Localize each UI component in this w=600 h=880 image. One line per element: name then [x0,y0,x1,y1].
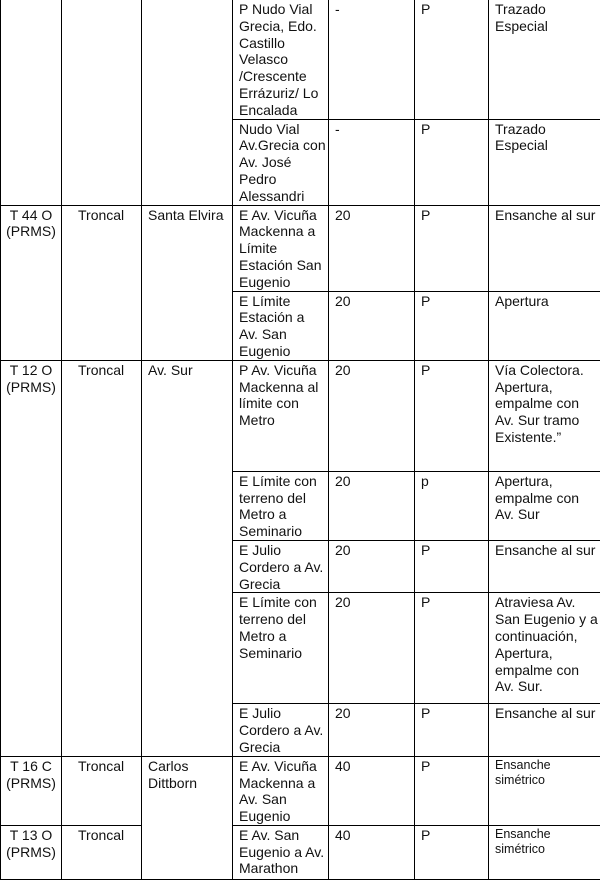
status-cell: p [415,471,489,540]
status-cell: P [415,756,489,825]
section-cell: E Av. Vicuña Mackenna a Límite Estación San Eugenio [233,205,329,291]
section-cell: E Av. San Eugenio a Av. Marathon [233,825,329,879]
section-cell: P Nudo Vial Grecia, Edo. Castillo Velasco /Crescente Errázuriz/ Lo Encalada [233,0,329,119]
width-cell: - [329,0,415,119]
observation-cell: Ensanche al sur [489,540,600,592]
width-cell: 40 [329,825,415,879]
status-cell: P [415,825,489,879]
table-row [1,825,600,879]
status-cell: P [415,360,489,471]
status-cell: P [415,540,489,592]
width-cell: 20 [329,593,415,704]
name-cell: Av. Sur [142,360,233,756]
category-cell: Troncal [62,205,142,360]
width-cell: 20 [329,205,415,291]
category-cell [62,0,142,205]
observation-cell: Apertura [489,291,600,360]
width-cell: - [329,119,415,205]
table-row [1,205,600,291]
width-cell: 40 [329,756,415,825]
code-cell: T 16 C (PRMS) [1,756,62,825]
observation-cell: Apertura, empalme con Av. Sur [489,471,600,540]
code-cell [1,0,62,205]
section-cell: E Límite Estación a Av. San Eugenio [233,291,329,360]
table-row [1,0,600,119]
category-cell: Troncal [62,756,142,825]
width-cell: 20 [329,540,415,592]
status-cell: P [415,593,489,704]
observation-cell: Atraviesa Av. San Eugenio y a continuación, Apertura, empalme con Av. Sur. [489,593,600,704]
width-cell: 20 [329,360,415,471]
section-cell: E Julio Cordero a Av. Grecia [233,540,329,592]
section-cell: E Límite con terreno del Metro a Seminario [233,593,329,704]
observation-cell: Ensanche al sur [489,704,600,756]
category-cell: Troncal [62,825,142,879]
status-cell: P [415,119,489,205]
code-cell: T 13 O (PRMS) [1,825,62,879]
width-cell: 20 [329,704,415,756]
observation-cell: Vía Colectora. Apertura, empalme con Av. Sur tramo Existente.” [489,360,600,471]
observation-cell: Ensanche simétrico [489,756,600,825]
status-cell: P [415,704,489,756]
category-cell: Troncal [62,360,142,756]
code-cell: T 44 O (PRMS) [1,205,62,360]
section-cell: P Av. Vicuña Mackenna al límite con Metro [233,360,329,471]
section-cell: E Av. Vicuña Mackenna a Av. San Eugenio [233,756,329,825]
code-cell: T 12 O (PRMS) [1,360,62,756]
name-cell: Carlos Dittborn [142,756,233,879]
width-cell: 20 [329,291,415,360]
section-cell: E Julio Cordero a Av. Grecia [233,704,329,756]
name-cell [142,0,233,205]
section-cell: E Límite con terreno del Metro a Seminario [233,471,329,540]
table-row [1,360,600,471]
observation-cell: Ensanche al sur [489,205,600,291]
observation-cell: Ensanche simétrico [489,825,600,879]
status-cell: P [415,291,489,360]
name-cell: Santa Elvira [142,205,233,360]
observation-cell: Trazado Especial [489,0,600,119]
section-cell: Nudo Vial Av.Grecia con Av. José Pedro Alessandri [233,119,329,205]
observation-cell: Trazado Especial [489,119,600,205]
status-cell: P [415,205,489,291]
table-row [1,756,600,825]
width-cell: 20 [329,471,415,540]
status-cell: P [415,0,489,119]
